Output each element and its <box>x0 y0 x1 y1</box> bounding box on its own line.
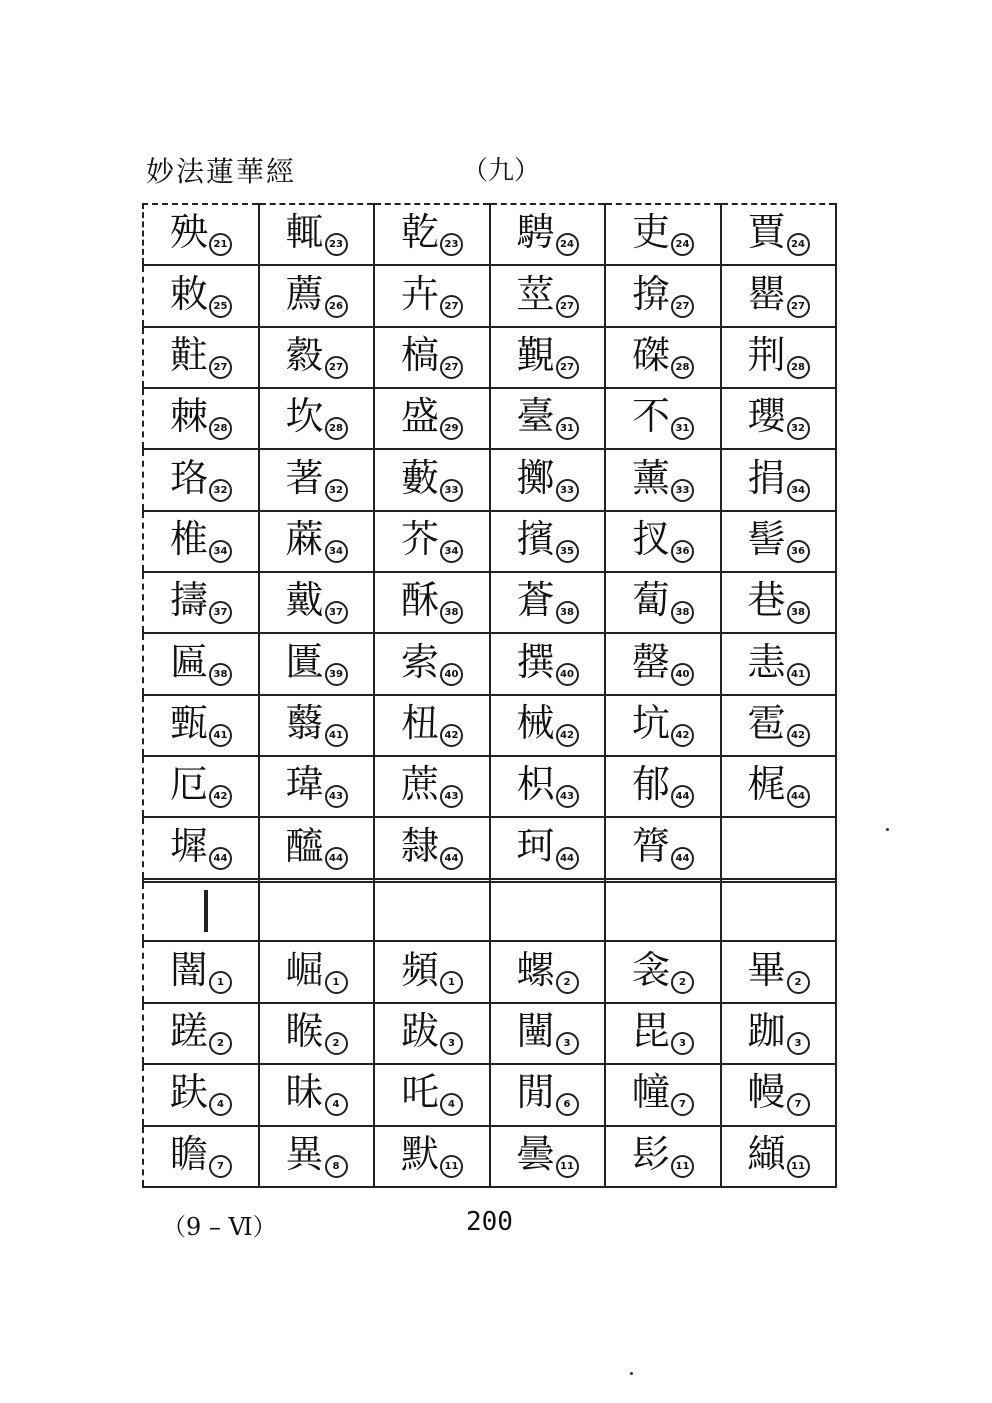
character: 芥 <box>401 516 440 561</box>
table-cell <box>259 633 375 694</box>
table-cell <box>143 882 259 942</box>
character: 吏 <box>632 210 671 255</box>
character: 扠 <box>632 516 671 561</box>
character: 捐 <box>747 455 786 500</box>
character: 髟 <box>632 1131 671 1176</box>
table-cell <box>374 204 490 265</box>
table-cell <box>143 511 259 572</box>
table-cell <box>259 1003 375 1064</box>
reference-number-badge: 32 <box>787 417 810 440</box>
reference-number-badge: 3 <box>671 1032 694 1055</box>
table-cell <box>721 511 837 572</box>
reference-number-badge: 11 <box>440 1155 463 1178</box>
table-cell <box>490 327 606 388</box>
character: 槁 <box>401 332 440 377</box>
table-cell <box>374 388 490 449</box>
table-cell <box>605 204 721 265</box>
table-cell <box>143 327 259 388</box>
table-cell <box>721 941 837 1002</box>
table-cell <box>605 1126 721 1187</box>
character: 異 <box>285 1131 324 1176</box>
table-cell <box>490 941 606 1002</box>
reference-number-badge: 33 <box>440 479 463 502</box>
reference-number-badge: 23 <box>325 233 348 256</box>
character: 杻 <box>401 700 440 745</box>
table-row <box>143 449 836 510</box>
reference-number-badge: 4 <box>440 1093 463 1116</box>
volume-label: （九） <box>462 156 541 186</box>
table-cell <box>374 1126 490 1187</box>
reference-number-badge: 44 <box>556 847 579 870</box>
character: 墀 <box>170 823 209 868</box>
reference-number-badge: 44 <box>671 785 694 808</box>
table-cell <box>259 1126 375 1187</box>
character-table <box>142 203 837 1188</box>
table-cell <box>143 572 259 633</box>
table-cell <box>143 1003 259 1064</box>
character: 坎 <box>285 394 324 439</box>
reference-number-badge: 24 <box>556 233 579 256</box>
table-cell <box>143 388 259 449</box>
table-cell <box>721 695 837 756</box>
table-cell <box>721 633 837 694</box>
table-cell <box>605 265 721 326</box>
footer-code: （9 – Ⅵ） <box>162 1213 277 1241</box>
character: 崛 <box>285 947 324 992</box>
character: 闉 <box>516 1009 555 1053</box>
character: 莖 <box>516 271 555 316</box>
character: 默 <box>401 1131 440 1176</box>
character: 騁 <box>516 210 555 255</box>
table-cell <box>721 1064 837 1125</box>
reference-number-badge: 7 <box>671 1093 694 1116</box>
table-cell <box>605 449 721 510</box>
reference-number-badge: 1 <box>209 971 232 994</box>
table-cell <box>605 1003 721 1064</box>
character: 撰 <box>516 639 555 684</box>
page-number: 200 <box>466 1207 513 1237</box>
table-cell <box>721 882 837 942</box>
reference-number-badge: 29 <box>440 417 463 440</box>
reference-number-badge: 6 <box>556 1093 579 1116</box>
character: 髻 <box>747 516 786 561</box>
character: 甄 <box>170 700 209 745</box>
character: 畢 <box>747 947 786 992</box>
reference-number-badge: 41 <box>325 724 348 747</box>
reference-number-badge: 31 <box>671 417 694 440</box>
reference-number-badge: 34 <box>787 479 810 502</box>
reference-number-badge: 40 <box>556 663 579 686</box>
character: 乾 <box>401 210 440 255</box>
table-row <box>143 327 836 388</box>
table-cell <box>721 817 837 878</box>
character: 頻 <box>401 947 440 992</box>
table-cell <box>259 449 375 510</box>
character: 薦 <box>285 271 324 316</box>
character: 罄 <box>632 639 671 684</box>
character: 恚 <box>747 639 786 684</box>
character: 闇 <box>170 947 209 992</box>
section-divider-mark <box>204 890 208 932</box>
character: 瑋 <box>285 762 324 807</box>
reference-number-badge: 37 <box>325 601 348 624</box>
reference-number-badge: 42 <box>556 724 579 747</box>
reference-number-badge: 4 <box>325 1093 348 1116</box>
table-cell <box>143 695 259 756</box>
character: 珂 <box>516 823 555 868</box>
table-cell <box>605 511 721 572</box>
character: 跋 <box>401 1009 440 1053</box>
table-cell <box>721 756 837 817</box>
character: 幔 <box>747 1070 786 1115</box>
character: 罌 <box>747 271 786 316</box>
reference-number-badge: 32 <box>325 479 348 502</box>
table-cell <box>374 941 490 1002</box>
character: 擯 <box>516 516 555 561</box>
table-cell <box>143 633 259 694</box>
table-cell <box>259 265 375 326</box>
table-cell <box>605 941 721 1002</box>
table-cell <box>721 1126 837 1187</box>
reference-number-badge: 11 <box>787 1155 810 1178</box>
character: 雹 <box>747 700 786 745</box>
table-cell <box>605 817 721 878</box>
table-row <box>143 388 836 449</box>
table-row <box>143 265 836 326</box>
character: 曇 <box>516 1131 555 1176</box>
reference-number-badge: 23 <box>440 233 463 256</box>
reference-number-badge: 38 <box>671 601 694 624</box>
reference-number-badge: 2 <box>671 971 694 994</box>
reference-number-badge: 36 <box>787 540 810 563</box>
reference-number-badge: 31 <box>556 417 579 440</box>
character: 幢 <box>632 1070 671 1115</box>
character: 枳 <box>516 762 555 807</box>
character: 蔴 <box>285 516 324 561</box>
reference-number-badge: 35 <box>556 540 579 563</box>
character: 蔔 <box>632 578 671 623</box>
table-cell <box>490 511 606 572</box>
reference-number-badge: 42 <box>209 785 232 808</box>
reference-number-badge: 34 <box>440 540 463 563</box>
reference-number-badge: 27 <box>440 295 463 318</box>
table-cell <box>605 695 721 756</box>
table-cell <box>143 941 259 1002</box>
table-cell <box>605 1064 721 1125</box>
reference-number-badge: 28 <box>209 417 232 440</box>
character: 荆 <box>747 332 786 377</box>
reference-number-badge: 27 <box>787 295 810 318</box>
reference-number-badge: 25 <box>209 295 232 318</box>
character: 瞻 <box>170 1131 209 1176</box>
table-cell <box>143 204 259 265</box>
reference-number-badge: 2 <box>787 971 810 994</box>
reference-number-badge: 41 <box>209 724 232 747</box>
table-cell <box>721 265 837 326</box>
character: 黈 <box>170 332 209 377</box>
table-cell <box>721 388 837 449</box>
table-cell <box>374 882 490 942</box>
reference-number-badge: 44 <box>787 785 810 808</box>
table-row <box>143 756 836 817</box>
character: 瓔 <box>747 394 786 439</box>
reference-number-badge: 27 <box>325 356 348 379</box>
character: 藪 <box>401 455 440 500</box>
table-cell <box>259 388 375 449</box>
table-cell <box>374 1064 490 1125</box>
table-row <box>143 1064 836 1125</box>
character: 輒 <box>285 210 324 255</box>
character: 郁 <box>632 762 671 807</box>
table-cell <box>259 695 375 756</box>
character: 覲 <box>516 332 555 377</box>
reference-number-badge: 27 <box>556 295 579 318</box>
reference-number-badge: 37 <box>209 601 232 624</box>
table-cell <box>143 756 259 817</box>
reference-number-badge: 33 <box>671 479 694 502</box>
reference-number-badge: 44 <box>671 847 694 870</box>
character: 螺 <box>516 947 555 992</box>
character: 趺 <box>170 1070 209 1115</box>
character: 薰 <box>632 455 671 500</box>
character: 吒 <box>401 1070 440 1115</box>
table-cell <box>374 265 490 326</box>
table-cell <box>490 633 606 694</box>
character: 戴 <box>285 578 324 623</box>
scan-speck <box>886 828 889 831</box>
table-row <box>143 572 836 633</box>
reference-number-badge: 38 <box>787 601 810 624</box>
table-cell <box>605 388 721 449</box>
table-cell <box>143 1064 259 1125</box>
table-cell <box>605 882 721 942</box>
reference-number-badge: 43 <box>325 785 348 808</box>
character: 纈 <box>747 1131 786 1176</box>
character: 敕 <box>170 271 209 316</box>
table-cell <box>490 449 606 510</box>
table-cell <box>259 204 375 265</box>
table-row <box>143 1126 836 1187</box>
table-cell <box>721 204 837 265</box>
reference-number-badge: 41 <box>787 663 810 686</box>
table-cell <box>259 882 375 942</box>
reference-number-badge: 32 <box>209 479 232 502</box>
table-cell <box>374 449 490 510</box>
reference-number-badge: 26 <box>325 295 348 318</box>
table-row <box>143 695 836 756</box>
character: 索 <box>401 639 440 684</box>
table-cell <box>259 941 375 1002</box>
character: 擲 <box>516 455 555 500</box>
table-cell <box>490 1064 606 1125</box>
table-row <box>143 511 836 572</box>
table-cell <box>374 572 490 633</box>
character: 匾 <box>170 639 209 684</box>
table-cell <box>490 882 606 942</box>
table-cell <box>374 695 490 756</box>
character: 珞 <box>170 455 209 500</box>
table-cell <box>721 572 837 633</box>
character: 磔 <box>632 332 671 377</box>
table-cell <box>143 449 259 510</box>
reference-number-badge: 34 <box>209 540 232 563</box>
character: 昧 <box>285 1070 324 1115</box>
reference-number-badge: 44 <box>209 847 232 870</box>
reference-number-badge: 24 <box>787 233 810 256</box>
character: 匱 <box>285 639 324 684</box>
reference-number-badge: 27 <box>671 295 694 318</box>
table-cell <box>259 756 375 817</box>
table-row <box>143 817 836 878</box>
character: 賈 <box>747 210 786 255</box>
table-cell <box>605 633 721 694</box>
character: 隸 <box>401 823 440 868</box>
character: 衾 <box>632 947 671 992</box>
character: 睺 <box>285 1009 324 1053</box>
reference-number-badge: 42 <box>787 724 810 747</box>
character: 蒼 <box>516 578 555 623</box>
character: 臺 <box>516 394 555 439</box>
table-cell <box>490 388 606 449</box>
reference-number-badge: 33 <box>556 479 579 502</box>
reference-number-badge: 27 <box>556 356 579 379</box>
table-cell <box>143 1126 259 1187</box>
reference-number-badge: 43 <box>556 785 579 808</box>
character: 蔗 <box>401 762 440 807</box>
character: 殃 <box>170 210 209 255</box>
character: 醯 <box>285 823 324 868</box>
reference-number-badge: 8 <box>325 1155 348 1178</box>
character: 閒 <box>516 1070 555 1115</box>
character: 酥 <box>401 578 440 623</box>
table-cell <box>490 1003 606 1064</box>
reference-number-badge: 1 <box>440 971 463 994</box>
character: 著 <box>285 455 324 500</box>
reference-number-badge: 38 <box>209 663 232 686</box>
character: 揜 <box>632 271 671 316</box>
reference-number-badge: 7 <box>209 1155 232 1178</box>
table-cell <box>605 756 721 817</box>
reference-number-badge: 38 <box>556 601 579 624</box>
character: 坑 <box>632 700 671 745</box>
table-cell <box>490 756 606 817</box>
table-cell <box>605 327 721 388</box>
table-cell <box>490 695 606 756</box>
table-cell <box>143 265 259 326</box>
reference-number-badge: 36 <box>671 540 694 563</box>
table-row <box>143 633 836 694</box>
character: 蘙 <box>285 700 324 745</box>
reference-number-badge: 42 <box>671 724 694 747</box>
reference-number-badge: 2 <box>209 1032 232 1055</box>
reference-number-badge: 4 <box>209 1093 232 1116</box>
reference-number-badge: 44 <box>440 847 463 870</box>
table-cell <box>259 327 375 388</box>
table-cell <box>490 204 606 265</box>
table-row <box>143 1003 836 1064</box>
table-cell <box>259 817 375 878</box>
reference-number-badge: 44 <box>325 847 348 870</box>
reference-number-badge: 3 <box>787 1032 810 1055</box>
character: 擣 <box>170 578 209 623</box>
page-title: 妙法蓮華經 <box>146 155 297 188</box>
table-cell <box>721 449 837 510</box>
scan-speck <box>630 1372 633 1375</box>
table-cell <box>721 327 837 388</box>
table-cell <box>259 572 375 633</box>
reference-number-badge: 39 <box>325 663 348 686</box>
character: 膂 <box>632 823 671 868</box>
reference-number-badge: 21 <box>209 233 232 256</box>
character: 椎 <box>170 516 209 561</box>
table-cell <box>374 327 490 388</box>
character: 巷 <box>747 578 786 623</box>
table-row <box>143 204 836 265</box>
reference-number-badge: 24 <box>671 233 694 256</box>
reference-number-badge: 43 <box>440 785 463 808</box>
reference-number-badge: 38 <box>440 601 463 624</box>
reference-number-badge: 3 <box>556 1032 579 1055</box>
character: 毘 <box>632 1009 671 1053</box>
reference-number-badge: 28 <box>671 356 694 379</box>
table-row <box>143 882 836 942</box>
reference-number-badge: 1 <box>325 971 348 994</box>
reference-number-badge: 40 <box>671 663 694 686</box>
reference-number-badge: 40 <box>440 663 463 686</box>
reference-number-badge: 28 <box>787 356 810 379</box>
table-cell <box>374 633 490 694</box>
table-cell <box>259 511 375 572</box>
table-cell <box>374 1003 490 1064</box>
character: 蹉 <box>170 1009 209 1053</box>
table-row <box>143 941 836 1002</box>
table-cell <box>605 572 721 633</box>
table-cell <box>374 511 490 572</box>
reference-number-badge: 34 <box>325 540 348 563</box>
table-cell <box>490 817 606 878</box>
reference-number-badge: 11 <box>671 1155 694 1178</box>
character: 厄 <box>170 762 209 807</box>
table-cell <box>143 817 259 878</box>
character: 盛 <box>401 394 440 439</box>
character: 不 <box>632 394 671 439</box>
character: 棘 <box>170 394 209 439</box>
table-cell <box>490 1126 606 1187</box>
table-cell <box>490 265 606 326</box>
reference-number-badge: 28 <box>325 417 348 440</box>
reference-number-badge: 27 <box>209 356 232 379</box>
reference-number-badge: 11 <box>556 1155 579 1178</box>
character: 梶 <box>747 762 786 807</box>
character: 卉 <box>401 271 440 316</box>
table-cell <box>490 572 606 633</box>
reference-number-badge: 3 <box>440 1032 463 1055</box>
table-cell <box>374 817 490 878</box>
table-cell <box>259 1064 375 1125</box>
reference-number-badge: 7 <box>787 1093 810 1116</box>
table-cell <box>721 1003 837 1064</box>
reference-number-badge: 2 <box>556 971 579 994</box>
reference-number-badge: 27 <box>440 356 463 379</box>
character: 縠 <box>285 332 324 377</box>
character: 械 <box>516 700 555 745</box>
reference-number-badge: 2 <box>325 1032 348 1055</box>
table-cell <box>374 756 490 817</box>
character: 跏 <box>747 1009 786 1053</box>
reference-number-badge: 42 <box>440 724 463 747</box>
